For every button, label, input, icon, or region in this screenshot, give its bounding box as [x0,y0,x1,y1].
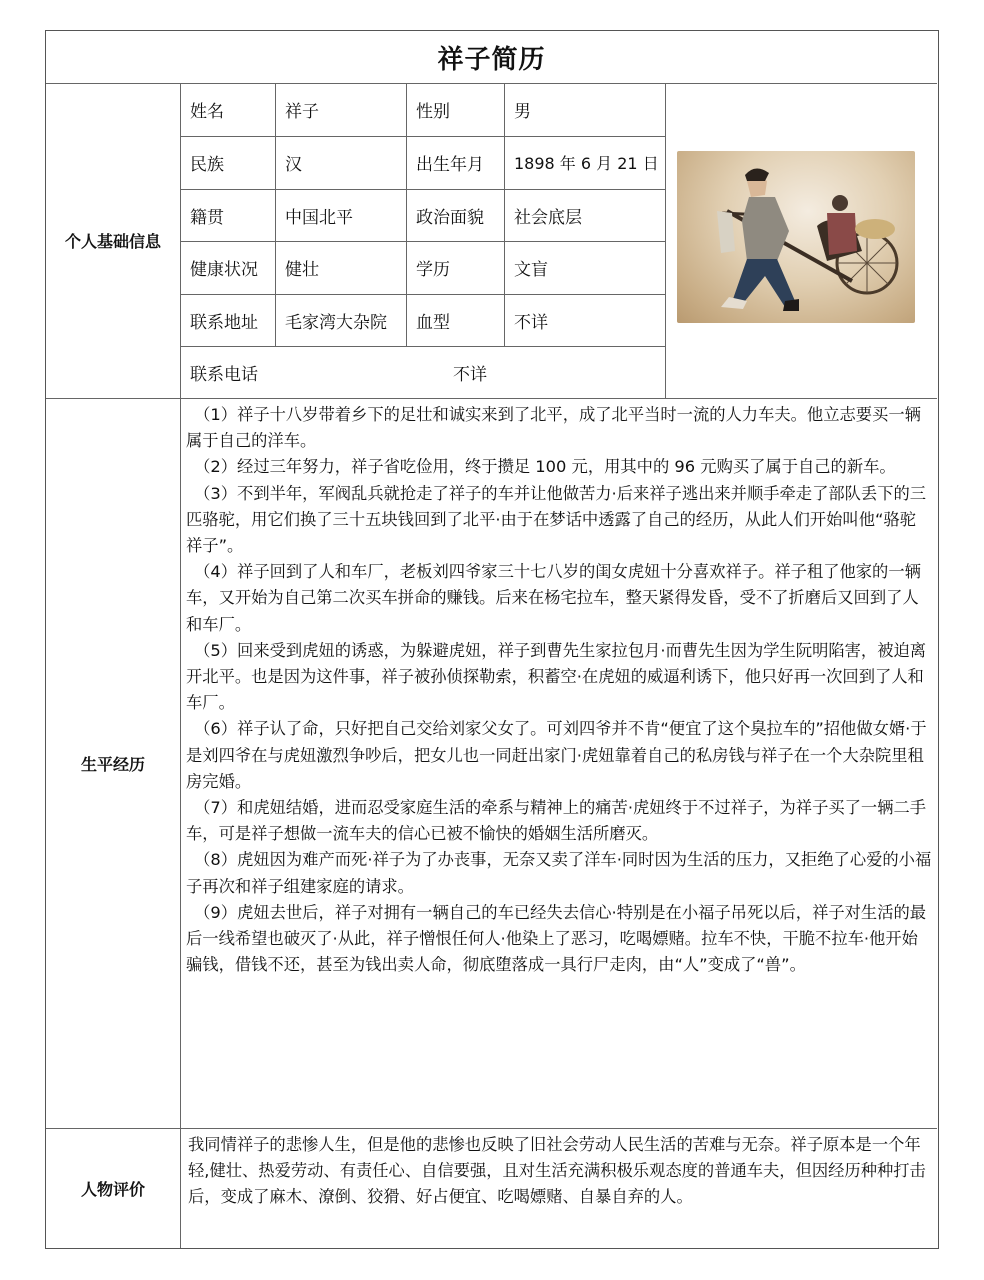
field-value-gender: 男 [514,102,531,122]
biography-entry: （3）不到半年，军阀乱兵就抢走了祥子的车并让他做苦力·后来祥子逃出来并顺手牵走了部队丢下的三匹骆驼，用它们换了三十五块钱回到了北平·由于在梦话中透露了自己的经历，从此人们开始叫他“骆驼祥子”。 [186,483,927,556]
biography-entry: （5）回来受到虎妞的诱惑，为躲避虎妞，祥子到曹先生家拉包月·而曹先生因为学生阮明陷害，被迫离开北平。也是因为这件事，祥子被孙侦探勒索，积蓄空·在虎妞的威逼利诱下，他只好再一次回到了人和车厂。 [186,640,927,713]
field-value-blood-type: 不详 [514,312,548,333]
field-label-name: 姓名 [190,102,224,122]
field-label-health: 健康状况 [190,260,258,280]
field-label-birthdate: 出生年月 [416,155,484,175]
section-label-basic-info: 个人基础信息 [64,232,161,251]
field-value-name: 祥子 [285,102,319,122]
field-label-address: 联系地址 [190,312,258,333]
section-label-biography: 生平经历 [80,754,145,774]
field-value-birthdate: 1898 年 6 月 21 日 [514,154,659,173]
field-label-ethnicity: 民族 [190,155,224,175]
field-value-education: 文盲 [514,260,548,280]
field-label-education: 学历 [416,260,450,280]
field-value-ethnicity: 汉 [285,155,302,175]
biography-entry: （2）经过三年努力，祥子省吃俭用，终于攒足 100 元，用其中的 96 元购买了属于自己的新车。 [194,457,896,477]
resume-table [45,30,939,1249]
evaluation-content [182,1128,938,1211]
field-label-political-status: 政治面貌 [416,207,484,228]
biography-entry: （6）祥子认了命，只好把自己交给刘家父女了。可刘四爷并不肯“便宜了这个臭拉车的”招他做女婿·于是刘四爷在与虎妞激烈争吵后，把女儿也一同赶出家门·虎妞靠着自己的私房钱与祥子在一个大杂院里租房完婚。 [186,719,927,791]
field-value-hometown: 中国北平 [285,207,353,228]
field-value-political-status: 社会底层 [514,207,582,228]
field-label-gender: 性别 [416,102,450,122]
evaluation-text: 我同情祥子的悲惨人生，但是他的悲惨也反映了旧社会劳动人民生活的苦难与无奈。祥子原本是一个年轻,健壮、热爱劳动、有责任心、自信要强，且对生活充满积极乐观态度的普通车夫，但因经历种种打击后，变成了麻木、潦倒、狡猾、好占便宜、吃喝嫖赌、自暴自弃的人。 [188,1135,926,1207]
field-value-phone: 不详 [453,364,487,385]
page-title: 祥子简历 [437,44,546,75]
rickshaw-illustration-icon [677,151,915,323]
field-label-blood-type: 血型 [416,312,450,333]
biography-content [182,398,938,978]
divider [665,83,666,398]
biography-entry: （4）祥子回到了人和车厂，老板刘四爷家三十七八岁的闺女虎妞十分喜欢祥子。祥子租了他家的一辆车，又开始为自己第二次买车拼命的赚钱。后来在杨宅拉车，整天紧得发昏，受不了折磨后又回到了人和车厂。 [186,562,921,634]
field-value-health: 健壮 [285,260,319,280]
section-label-evaluation: 人物评价 [80,1179,145,1199]
field-label-hometown: 籍贯 [190,207,224,228]
biography-entry: （7）和虎妞结婚，进而忍受家庭生活的牵系与精神上的痛苦·虎妞终于不过祥子，为祥子买了一辆二手车，可是祥子想做一流车夫的信心已被不愉快的婚姻生活所磨灭。 [186,798,927,844]
biography-entry: （1）祥子十八岁带着乡下的足壮和诚实来到了北平，成了北平当时一流的人力车夫。他立志要买一辆属于自己的洋车。 [186,405,921,451]
biography-entry: （9）虎妞去世后，祥子对拥有一辆自己的车已经失去信心·特别是在小福子吊死以后，祥子对生活的最后一线希望也破灭了·从此，祥子憎恨任何人·他染上了恶习，吃喝嫖赌。拉车不快，干脆不拉车·他开始骗钱，借钱不还，甚至为钱出卖人命，彻底堕落成一具行尸走肉，由“人”变成了“兽”。 [186,902,927,975]
rickshaw-illustration-image [677,151,915,323]
field-label-phone: 联系电话 [190,364,258,385]
field-value-address: 毛家湾大杂院 [285,312,387,333]
biography-entry: （8）虎妞因为难产而死·祥子为了办丧事，无奈又卖了洋车·同时因为生活的压力，又拒绝了心爱的小福子再次和祥子组建家庭的请求。 [186,850,932,896]
